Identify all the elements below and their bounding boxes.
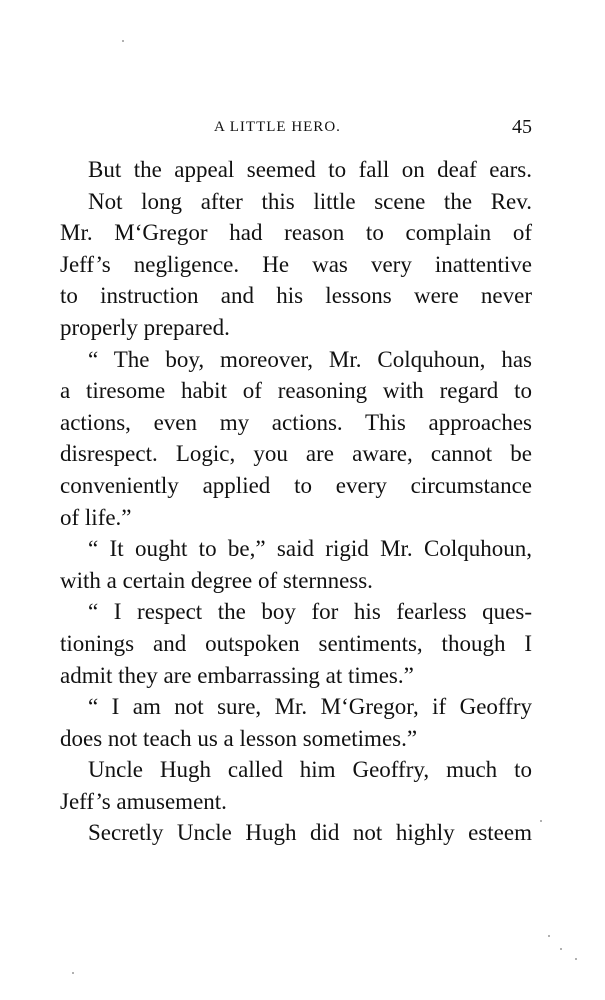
text-line: “ The boy, moreover, Mr. Colquhoun, has — [88, 346, 532, 372]
text-line: Secretly Uncle Hugh did not highly esteem — [88, 820, 532, 846]
text-line: “ I respect the boy for his fearless ques- — [88, 599, 532, 625]
text-line: to instruction and his lessons were never — [60, 283, 532, 309]
text-line: But the appeal seemed to fall on deaf ears. — [88, 157, 532, 182]
text-line: disrespect. Logic, you are aware, cannot be — [60, 441, 532, 467]
text-line: with a certain degree of sternness. — [60, 567, 373, 593]
page-number: 45 — [512, 116, 532, 138]
paper-speck — [540, 820, 542, 822]
text-line: tionings and outspoken sentiments, though I — [60, 630, 532, 656]
text-line: actions, even my actions. This approaches — [60, 409, 532, 435]
text-line: a tiresome habit of reasoning with regard to — [60, 378, 532, 404]
paper-speck — [122, 40, 124, 42]
text-line: conveniently applied to every circumstance — [60, 472, 532, 498]
paper-speck — [560, 948, 562, 950]
text-line: Uncle Hugh called him Geoffry, much to — [88, 757, 532, 783]
text-line: “ I am not sure, Mr. M‘Gregor, if Geoffry — [88, 694, 532, 720]
text-line: admit they are embarrassing at times.” — [60, 662, 414, 688]
text-line: of life.” — [60, 504, 132, 530]
text-line: Jeff’s negligence. He was very inattentive — [60, 251, 532, 277]
body-text — [60, 154, 532, 849]
paper-speck — [575, 958, 577, 960]
paper-speck — [72, 972, 74, 974]
page-header — [60, 116, 532, 140]
paper-speck — [548, 935, 550, 937]
text-line: does not teach us a lesson sometimes.” — [60, 725, 418, 751]
text-line: Not long after this little scene the Rev. — [88, 188, 532, 214]
text-line: “ It ought to be,” said rigid Mr. Colquhoun, — [88, 536, 532, 562]
running-title: A LITTLE HERO. — [214, 119, 341, 135]
text-line: Mr. M‘Gregor had reason to complain of — [60, 220, 532, 246]
text-line: properly prepared. — [60, 314, 230, 340]
text-line: Jeff’s amusement. — [60, 788, 227, 814]
